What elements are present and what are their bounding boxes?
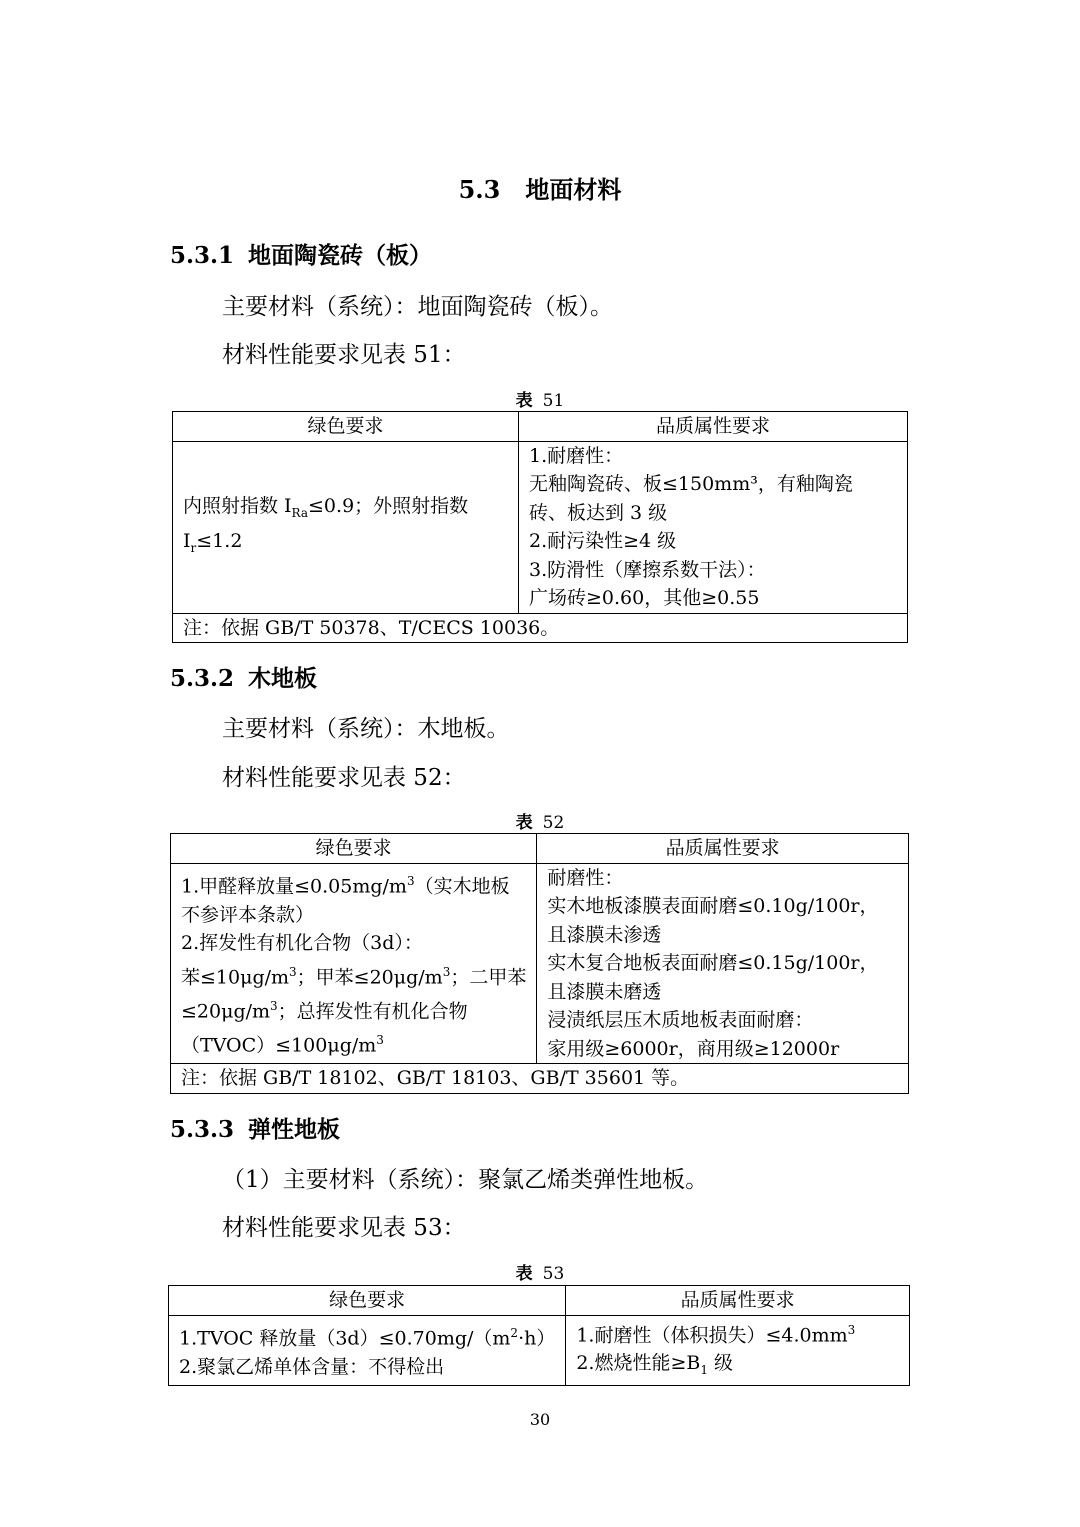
caption-number: 53 bbox=[542, 1264, 565, 1284]
green-line: $(TVOC)\le 100\mu g/m^3$ bbox=[181, 1032, 384, 1056]
subsection-heading-532 bbox=[170, 660, 317, 693]
quality-line: 1.耐磨性： bbox=[529, 444, 624, 467]
header-quality: 品质属性要求 bbox=[537, 834, 909, 864]
paragraph-table-ref: 材料性能要求见表 51： bbox=[222, 342, 466, 368]
green-line: 1.TVOC 释放量$(3d)\le 0.70mg/(m^2\cdot h)$ bbox=[179, 1325, 556, 1350]
green-line: 2.聚氯乙烯单体含量：不得检出 bbox=[179, 1355, 445, 1378]
section-title-text: 地面材料 bbox=[525, 175, 622, 204]
paragraph-table-ref: 材料性能要求见表 53： bbox=[222, 1215, 466, 1241]
subsection-title: 木地板 bbox=[248, 665, 317, 692]
quality-line: 且漆膜未渗透 bbox=[547, 923, 662, 946]
caption-label: 表 bbox=[515, 1264, 533, 1284]
table-52 bbox=[170, 833, 909, 1094]
paragraph-main-material: 主要材料（系统）：地面陶瓷砖（板）。 bbox=[222, 294, 613, 320]
caption-number: 51 bbox=[542, 391, 565, 411]
quality-line: 耐磨性： bbox=[547, 866, 624, 889]
section-title bbox=[0, 170, 1080, 205]
paragraph-main-material: （1）主要材料（系统）：聚氯乙烯类弹性地板。 bbox=[222, 1167, 709, 1193]
header-quality: 品质属性要求 bbox=[566, 1286, 910, 1316]
header-green: 绿色要求 bbox=[169, 1286, 566, 1316]
quality-line: 广场砖≥0.60，其他≥0.55 bbox=[529, 587, 760, 609]
cell-quality bbox=[566, 1315, 910, 1385]
subsection-title: 地面陶瓷砖（板） bbox=[248, 242, 432, 269]
table-caption bbox=[0, 808, 1080, 833]
table-caption bbox=[0, 386, 1080, 411]
quality-line: 3.防滑性（摩擦系数干法）： bbox=[529, 558, 766, 581]
paragraph-main-material: 主要材料（系统）：木地板。 bbox=[222, 716, 510, 742]
cell-quality bbox=[519, 441, 908, 613]
quality-line: 2.燃烧性能$\ge B_1$ 级 bbox=[576, 1352, 734, 1378]
subsection-number: 5.3.3 bbox=[170, 1116, 235, 1143]
subsection-number: 5.3.1 bbox=[170, 242, 235, 269]
green-line: 不参评本条款） bbox=[181, 903, 315, 926]
subsection-heading-533 bbox=[170, 1111, 340, 1144]
caption-number: 52 bbox=[542, 813, 565, 833]
table-note: 注：依据 GB/T 18102、GB/T 18103、GB/T 35601 等。 bbox=[171, 1064, 909, 1094]
subsection-title: 弹性地板 bbox=[248, 1116, 340, 1143]
table-caption bbox=[0, 1259, 1080, 1284]
green-line: 1.甲醛释放量$\le 0.05mg/m^3$（实木地板 bbox=[181, 874, 510, 898]
table-53 bbox=[168, 1285, 910, 1386]
quality-line: 砖、板达到 3 级 bbox=[529, 501, 668, 524]
caption-label: 表 bbox=[515, 391, 533, 411]
green-line-2: $I_r\le 1.2$ bbox=[183, 530, 243, 555]
cell-green bbox=[171, 863, 537, 1064]
quality-line: 实木复合地板表面耐磨≤0.15g/100r， bbox=[547, 952, 879, 974]
cell-green bbox=[169, 1315, 566, 1385]
header-quality: 品质属性要求 bbox=[519, 412, 908, 442]
quality-line: 无釉陶瓷砖、板≤150mm³，有釉陶瓷 bbox=[529, 473, 853, 495]
paragraph-table-ref: 材料性能要求见表 52： bbox=[222, 765, 466, 791]
header-green: 绿色要求 bbox=[171, 834, 537, 864]
green-line-1: 内照射指数 $I_{Ra}\le 0.9$；外照射指数 bbox=[183, 494, 469, 520]
caption-label: 表 bbox=[515, 813, 533, 833]
table-51 bbox=[172, 411, 908, 643]
section-number: 5.3 bbox=[458, 175, 501, 204]
green-line: $\le 20\mu g/m^3$；总挥发性有机化合物 bbox=[181, 998, 468, 1023]
subsection-number: 5.3.2 bbox=[170, 665, 235, 692]
page-number: 30 bbox=[529, 1410, 551, 1429]
green-line: 苯$\le 10\mu g/m^3$；甲苯$\le 20\mu g/m^3$；二甲苯 bbox=[181, 964, 527, 989]
quality-line: 2.耐污染性≥4 级 bbox=[529, 530, 677, 552]
cell-green bbox=[173, 441, 519, 613]
subsection-heading-531 bbox=[170, 237, 432, 270]
quality-line: 且漆膜未磨透 bbox=[547, 980, 662, 1003]
table-note: 注：依据 GB/T 50378、T/CECS 10036。 bbox=[173, 613, 908, 643]
quality-line: 家用级≥6000r，商用级≥12000r bbox=[547, 1037, 840, 1060]
cell-quality bbox=[537, 863, 909, 1064]
quality-line: 浸渍纸层压木质地板表面耐磨： bbox=[547, 1009, 814, 1031]
header-green: 绿色要求 bbox=[173, 412, 519, 442]
quality-line: 实木地板漆膜表面耐磨≤0.10g/100r， bbox=[547, 895, 879, 917]
quality-line: 1.耐磨性（体积损失）$\le 4.0mm^3$ bbox=[576, 1322, 856, 1346]
green-line: 2.挥发性有机化合物（3d）： bbox=[181, 932, 423, 955]
